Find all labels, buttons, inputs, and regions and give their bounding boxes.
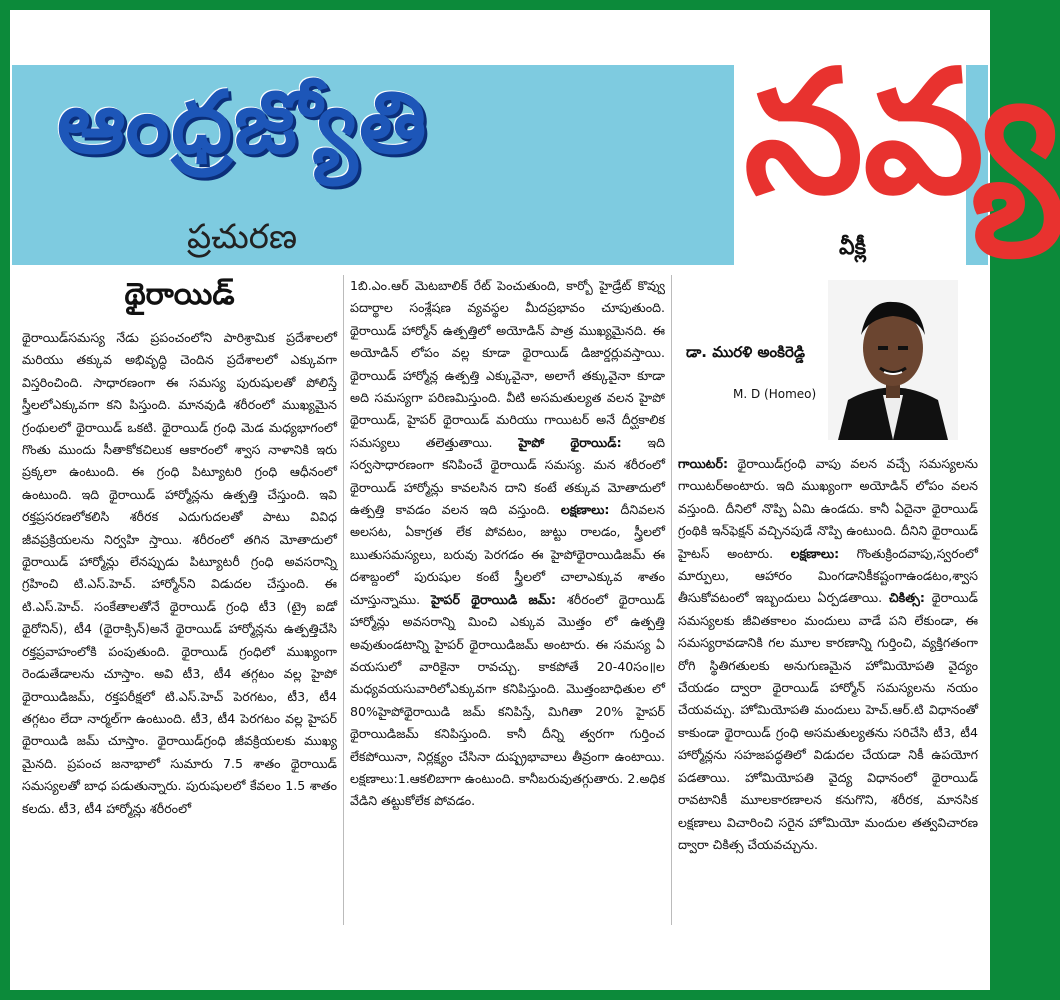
paragraph-text: దీనివలన అలసట, ఏకాగ్రత లేక పోవటం, జుట్టు రాలడం, స్త్రీలలో ఋతుసమస్యలు, బరువు పెరగడం ఈ హైపోథైరాయిడిజమ్ ఈ దశాబ్దంలో పురుషుల కంటే స్త్రీలలో చాలాఎక్కువ శాతం చూస్తున్నాము. [350,502,665,607]
paragraph [678,453,978,856]
article-column-3 [678,453,978,856]
paper-name-logo: ఆంధ్రజ్యోతి [57,73,429,173]
paragraph-text: థైరాయిడ్ సమస్యలకు జీవితకాలం మందులు వాడే పని లేకుండా, ఈ సమస్యరావడానికి గల మూల కారణాన్ని గుర్తించి, వ్యక్తిగతంగా రోగి స్థితిగతులకు అనుగుణమైన హోమియోపతి వైద్యం చేయడం ద్వారా థైరాయిడ్ హార్మోన్ సమస్యలను నయం చేయవచ్చు. హోమియోపతి మందులు హెచ్.ఆర్.టి విధానంతో కాకుండా థైరాయిడ్ గ్రంధి అసమతుల్యతను సరిచేసి టీ3, టీ4 హార్మోన్లను సహజపద్ధతిలో విడుదల చేయడా నికీ ఉపయోగ పడతాయి. హోమియోపతి వైద్య విధానంలో థైరాయిడ్ రావటానికీ మూలకారణాలన కనుగొని, శరీరక, మానసిక లక్షణాలు విచారించి సరైన హోమియో మందుల తత్వవిచారణ ద్వారా చికిత్స చేయవచ్చును. [678,590,978,852]
subheading-symptoms: లక్షణాలు: [790,545,840,561]
supplement-sub-label: వీక్లీ [839,235,867,260]
author-photo [828,280,958,440]
edition-label: ప్రచురణ [187,217,298,257]
subheading-treatment: చికిత్స: [889,590,925,606]
paragraph: థైరాయిడ్‌సమస్య నేడు ప్రపంచంలోని పారిశ్రామిక ప్రదేశాలలో మరియు తక్కువ అభివృద్ధి చెందిన ప్రదేశాలలో ఎక్కువగా విస్తరించింది. సాధారణంగా ఈ సమస్య పురుషులతో పోలిస్తే స్త్రీలలోఎక్కువగా కని పిస్తుంది. మానవుడి శరీరంలో ముఖ్యమైన గ్రంథులలో థైరాయిడ్ ఒకటి. థైరాయిడ్ గ్రంధి మెడ మధ్యభాగంలో గొంతు ముందు సీతాకోకచిలుక ఆకారంలో శ్వాస నాళానికి ఇరు ప్రక్కలా ఉంటుంది. ఈ గ్రంధి పిట్యూటరి గ్రంధి ఆధీనంలో ఉంటుంది. ఇది థైరాయిడ్ హార్మోన్లను ఉత్పత్తి చేస్తుంది. ఇవి రక్తప్రసరణలోకలిసి శరీరక ఎదుగుదలతో పాటు వివిధ జీవప్రక్రియలను నిర్వహి స్తాయి. శరీరంలో తగిన మోతాదులో థైరాయిడ్ హార్మోన్లు లేనప్పుడు పిట్యూటరీ గ్రంధి అవసరాన్ని గ్రహించి టి.ఎస్.హెచ్. హార్మోన్‌ని విడుదల చేస్తుంది. ఈ టి.ఎస్.హెచ్. సంకేతాలతోనే థైరాయిడ్ గ్రంధి టీ3 (ట్రై ఐడో థైరోనిన్), టీ4 (థైరాక్సిన్)అనే థైరాయిడ్ హార్మోన్లను ఉత్పత్తిచేసి రక్తప్రవాహంలోకి పంపుతుంది. థైరాయిడ్ గ్రంధిలో ముఖ్యంగా రెండుతేడాలను చూస్తాం. అవి టీ3, టీ4 తగ్గటం వల్ల హైపో థైరాయిడిజమ్, రక్తపరీక్షలో టి.ఎస్.హెచ్ పెరగటం, టీ3, టీ4 తగ్గటం లేదా నార్మల్‌గా ఉంటుంది. టీ3, టీ4 పెరగటం వల్ల హైపర్ థైరాయిడి జమ్ చూస్తాం. థైరాయిడ్‌గ్రంధి జీవక్రియలకు ముఖ్య మైనది. ప్రపంచ జనాభాలో సుమారు 7.5 శాతం థైరాయిడ్ సమస్యలతో బాధ పడుతున్నారు. పురుషులలో కేవలం 1.5 శాతం కలదు. టీ3, టీ4 హార్మోన్లు శరీరంలో [22,330,337,816]
author-photo-icon [828,280,958,440]
author-block [678,275,978,445]
subheading-hypothyroid: హైపో థైరాయిడ్: [518,434,622,450]
author-degree: M. D (Homeo) [733,387,817,401]
masthead [12,32,1060,265]
article [22,275,980,935]
article-column-2 [350,275,665,813]
paragraph [350,275,665,813]
column-divider [671,275,672,925]
paragraph-text: శరీరంలో థైరాయిడ్ హార్మోన్లు అవసరాన్ని మించి ఎక్కువ మొత్తం లో ఉత్పత్తి అవుతుండటాన్ని హైపర్ థైరాయిడిజమ్ అంటారు. ఈ సమస్య ఏ వయసులో వారికైనా రావచ్చు. కాకపోతే 20-40సం॥ల మధ్యవయసువారిలోఎక్కువగా కనిపిస్తుంది. మొత్తంబాధితుల లో 80%హైపోథైరాయిడి జమ్ కనిపిస్తే, మిగితా 20% హైపర్ థైరాయిడిజమ్ కనిపిస్తుంది. కానీ దీన్ని త్వరగా గుర్తించ లేకపోయినా, నిర్లక్ష్యం చేసినా దుష్ప్రభావాలు తీవ్రంగా ఉంటాయి. లక్షణాలు:1.ఆకలిబాగా ఉంటుంది. కానీబరువుతగ్గుతారు. 2.అధిక వేడిని తట్టుకోలేక పోవడం. [350,591,665,809]
subheading-hyperthyroid: హైపర్ థైరాయిడి జమ్: [430,591,557,607]
author-name: డా. మురళి అంకిరెడ్డి [686,343,805,361]
paragraph-text: థైరాయిడ్‌గ్రంధి వాపు వలన వచ్చే సమస్యలను గాయిటర్‌అంటారు. ఇది ముఖ్యంగా అయోడిన్ లోపం వలన వస్తుంది. దీనిలో నొప్పి ఏమి ఉండదు. కానీ ఏదైనా థైరాయిడ్ గ్రంథికి ఇన్‌ఫెక్షన్ వచ్చినపుడే నొప్పి ఉంటుంది. దీనిని థైరాయిడ్ హైటస్ అంటారు. [678,456,978,561]
paragraph-text: ఇది సర్వసాధారణంగా కనిపించే థైరాయిడ్ సమస్య. మన శరీరంలో థైరాయిడ్ హార్మోన్లు కావలసిన దాని కంటే తక్కువ మోతాదులో ఉత్పత్తి కావడం వలన ఇది వస్తుంది. [350,434,665,518]
paragraph-text: 1బి.ఎం.ఆర్ మెటబాలిక్ రేట్ పెంచుతుంది, కార్బో హైడ్రేట్ కొవ్వు పదార్థాల సంశ్లేషణ వ్యవస్థల మీదప్రభావం చూపుతుంది. థైరాయిడ్ హార్మోన్ ఉత్పత్తిలో అయోడిన్ పాత్ర ముఖ్యమైనది. ఈ అయోడిన్ లోపం వల్ల కూడా థైరాయిడ్ డిజార్డర్లువస్తాయి. థైరాయిడ్ హార్మోన్ల ఉత్పత్తి ఎక్కువైనా, అలాగే తక్కువైనా కూడా అది సమస్యగా పరిణమిస్తుంది. వీటి అసమతుల్యత వలన హైపో థైరాయిడ్, హైపర్ థైరాయిడ్ మరియు గాయిటర్ అనే దీర్ఘకాలిక సమస్యలు తలెత్తుతాయి. [350,278,665,450]
column-divider [343,275,344,925]
paragraph-text: గొంతుక్రిందవాపు,స్వరంలో మార్పులు, ఆహారం మింగడానికీకష్టంగాఉండటం,శ్వాస తీసుకోవటంలో ఇబ్బందులు ఏర్పడతాయి. [678,545,978,606]
supplement-logo: నవ్య [744,32,1060,232]
article-headline: థైరాయిడ్ [124,277,235,312]
supplement-logo-box [734,32,1060,272]
subheading-goiter: గాయిటర్: [678,456,729,471]
subheading-symptoms: లక్షణాలు: [560,502,610,518]
article-column-1 [22,275,337,820]
